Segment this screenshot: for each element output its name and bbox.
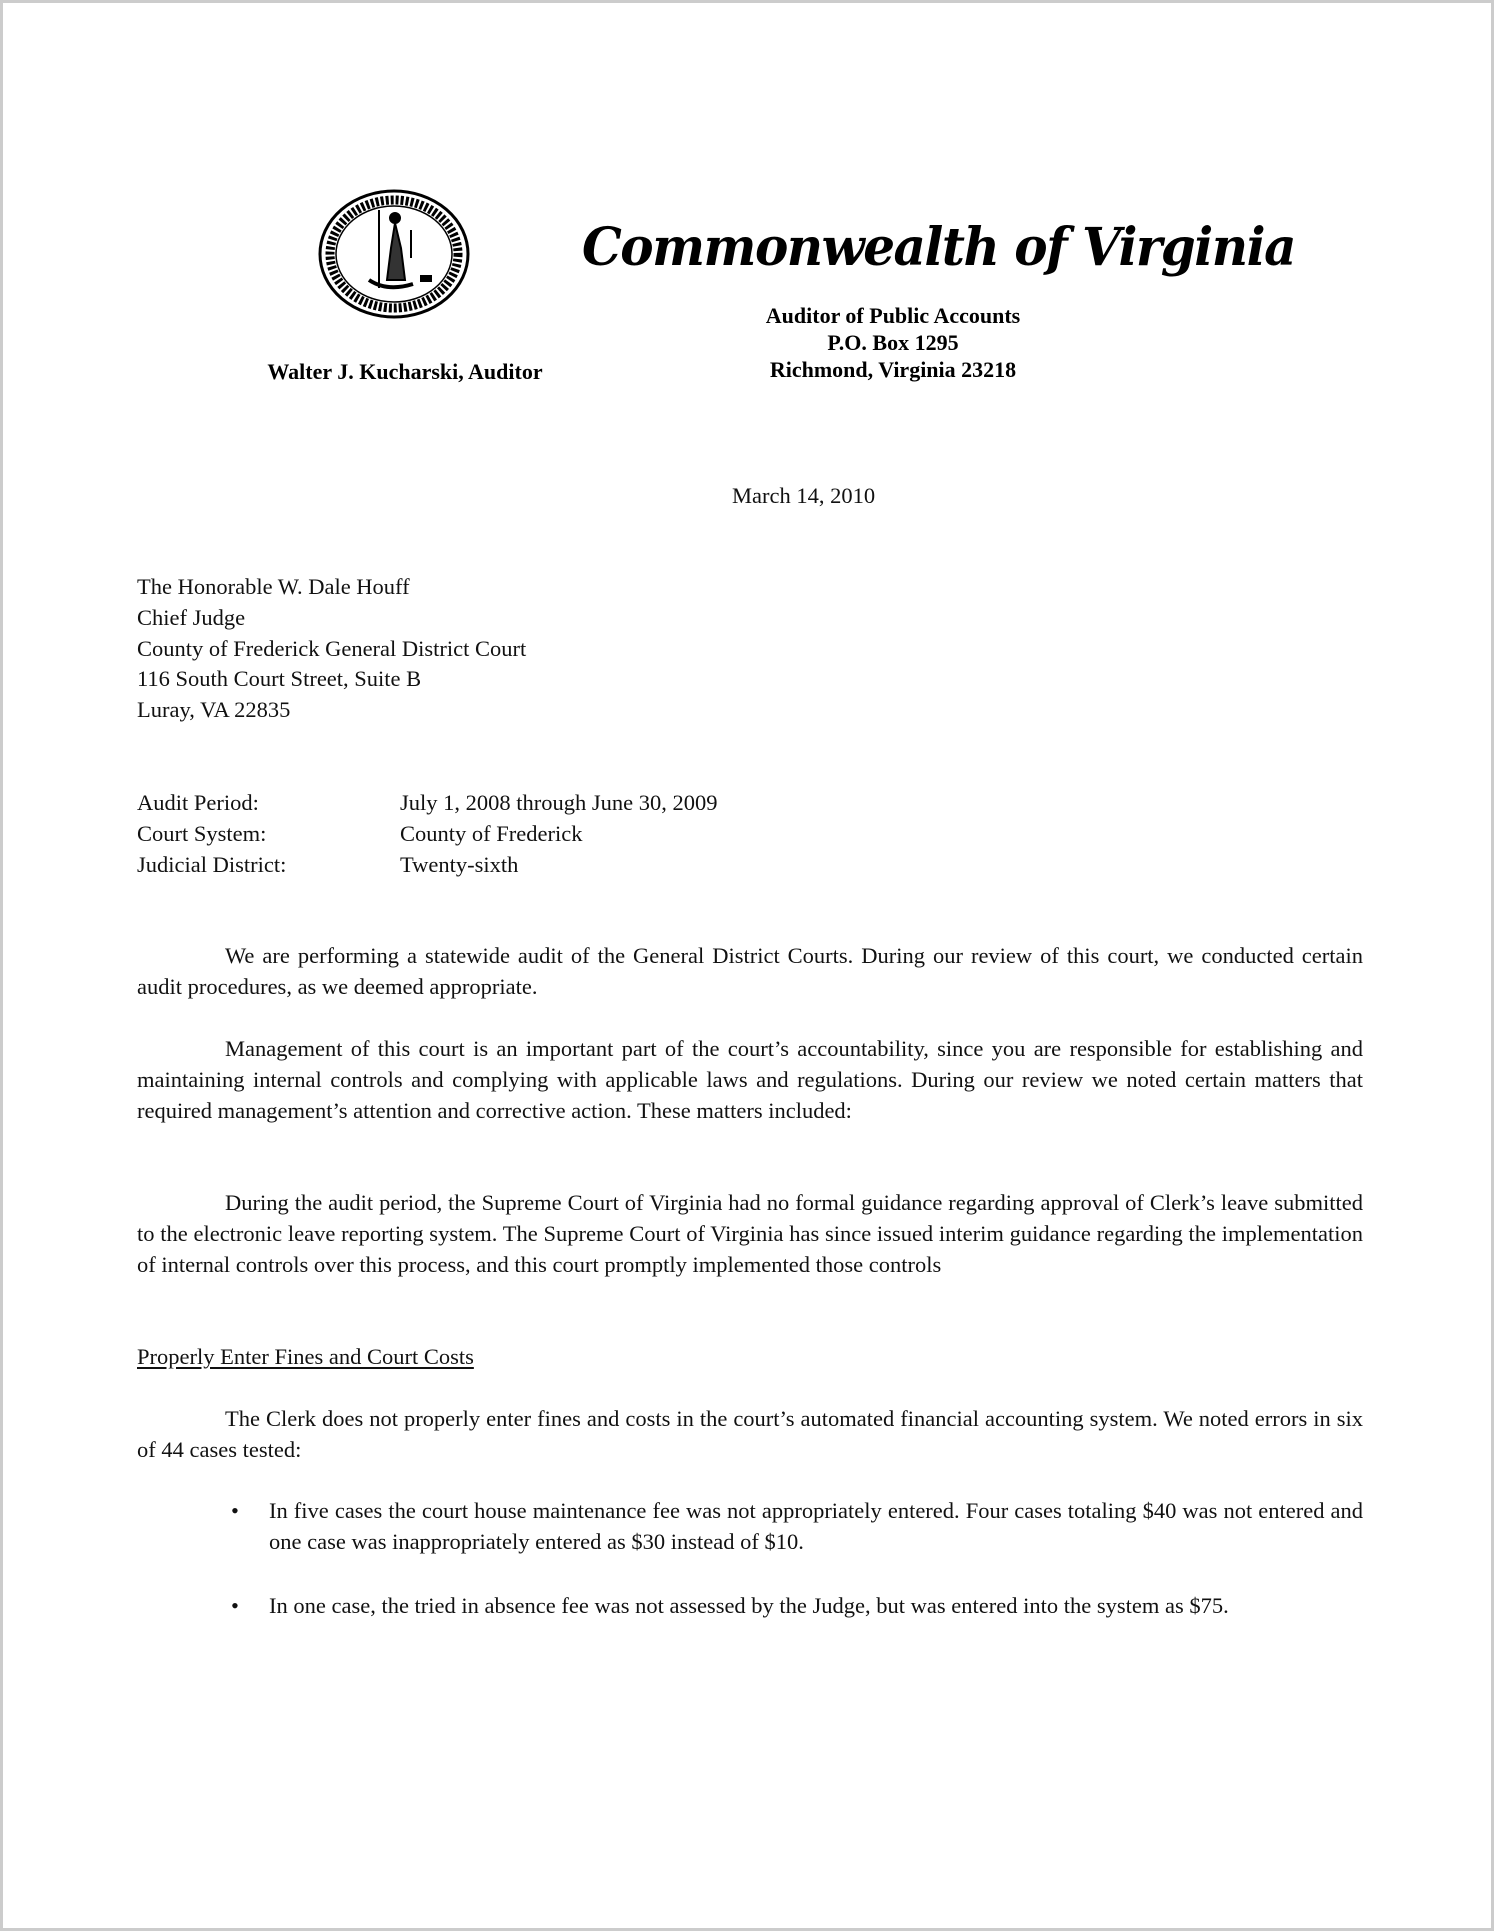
body-paragraph: Management of this court is an important part of the court’s accountability, since you are responsible for establishing and maintaining internal controls and complying with applicable laws and regulations. During our review we noted certain matters that required management’s attention and corrective action. These matters included: (137, 1036, 1363, 1123)
audit-info-value: County of Frederick (400, 820, 583, 846)
findings-list-2 (231, 1591, 1363, 1622)
office-po-box: P.O. Box 1295 (827, 330, 959, 355)
office-name: Auditor of Public Accounts (765, 303, 1021, 328)
audit-info-row (137, 850, 718, 881)
recipient-line: Chief Judge (137, 604, 246, 630)
body-paragraph: During the audit period, the Supreme Court of Virginia had no formal guidance regarding approval of Clerk’s leave submitted to the electronic leave reporting system. The Supreme Court of Virginia has since issued interim guidance regarding the implementation of internal controls over this process, and this court promptly implemented those controls (137, 1190, 1363, 1277)
finding-text: In five cases the court house maintenance fee was not appropriately entered. Four cases totaling $40 was not entered and one case was inappropriately entered as $30 instead of $10. (269, 1498, 1363, 1554)
audit-info-row (137, 819, 718, 850)
audit-info-label: Court System: (137, 820, 267, 846)
letterhead-title: Commonwealth of Virginia (582, 215, 1295, 278)
letter-date: March 14, 2010 (732, 483, 876, 508)
office-address (693, 302, 1093, 383)
section-paragraph-block (137, 1404, 1363, 1466)
audit-info-value: July 1, 2008 through June 30, 2009 (400, 790, 718, 815)
audit-info-value: Twenty-sixth (400, 851, 519, 877)
bullet-icon: • (231, 1498, 239, 1523)
recipient-line: County of Frederick General District Court (137, 635, 527, 661)
paragraph-3 (137, 1188, 1363, 1280)
virginia-seal-icon (317, 188, 471, 320)
finding-text: In one case, the tried in absence fee was not assessed by the Judge, but was entered into the system as $75. (269, 1593, 1229, 1618)
recipient-line: 116 South Court Street, Suite B (137, 666, 422, 692)
office-city: Richmond, Virginia 23218 (769, 357, 1017, 382)
section-heading-block (137, 1342, 1363, 1373)
bullet-icon: • (231, 1593, 239, 1618)
body-paragraph: We are performing a statewide audit of the General District Courts. During our review of this court, we conducted certain audit procedures, as we deemed appropriate. (137, 943, 1363, 999)
auditor-name: Walter J. Kucharski, Auditor (267, 359, 543, 384)
audit-info-row (137, 788, 718, 819)
recipient-address (137, 572, 526, 726)
audit-info-label: Judicial District: (137, 851, 287, 877)
audit-info (137, 788, 718, 880)
finding-item (231, 1496, 1363, 1558)
recipient-line: Luray, VA 22835 (137, 697, 291, 723)
section-heading: Properly Enter Fines and Court Costs (137, 1344, 474, 1369)
section-paragraph: The Clerk does not properly enter fines and costs in the court’s automated financial accounting system. We noted errors in six of 44 cases tested: (137, 1406, 1363, 1462)
paragraph-1 (137, 941, 1363, 1003)
paragraph-2 (137, 1034, 1363, 1126)
findings-list (231, 1496, 1363, 1558)
audit-info-label: Audit Period: (137, 790, 259, 815)
recipient-line: The Honorable W. Dale Houff (137, 574, 410, 599)
finding-item (231, 1591, 1363, 1622)
